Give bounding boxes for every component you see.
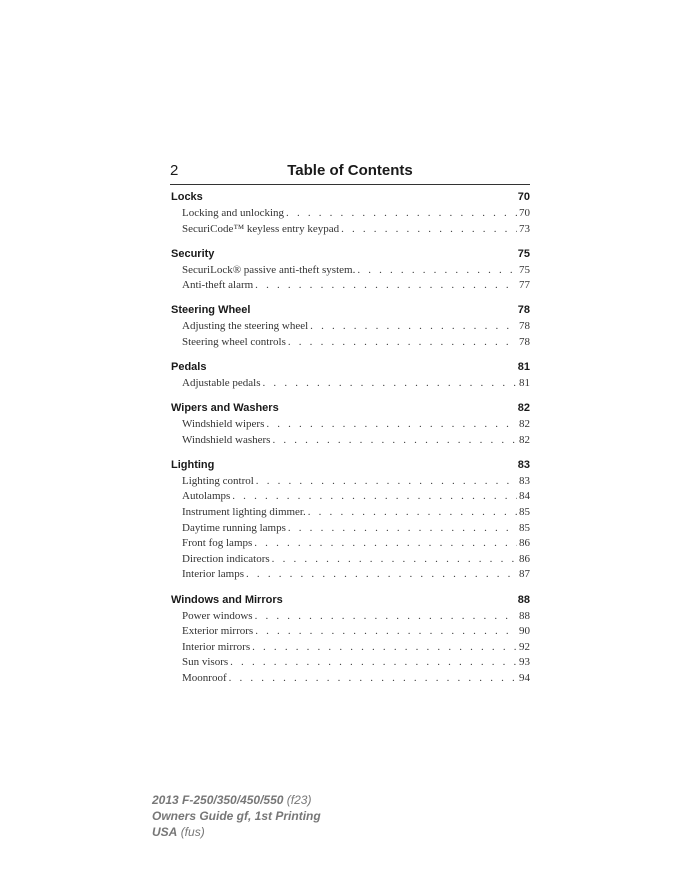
toc-entry[interactable] (171, 567, 530, 583)
dot-leader (252, 640, 517, 656)
toc-entry[interactable] (171, 521, 530, 537)
entry-label: Power windows (182, 609, 253, 622)
toc-section (171, 593, 530, 687)
toc-entry[interactable] (171, 474, 530, 490)
dot-leader (341, 222, 517, 238)
section-page-number: 82 (517, 402, 530, 415)
toc-section (171, 247, 530, 294)
entry-label: Instrument lighting dimmer. (182, 506, 306, 519)
toc-section-heading[interactable] (171, 458, 530, 472)
dot-leader (246, 567, 517, 583)
entry-label: Exterior mirrors (182, 625, 254, 638)
dot-leader (229, 671, 517, 687)
entry-page-number: 82 (519, 418, 530, 431)
toc-entry[interactable] (171, 536, 530, 552)
section-page-number: 83 (517, 458, 530, 471)
section-title: Locks (171, 191, 203, 203)
toc-entry[interactable] (171, 655, 530, 671)
dot-leader (357, 263, 517, 279)
section-title: Pedals (171, 361, 207, 374)
entry-label: Moonroof (182, 671, 227, 684)
dot-leader (255, 624, 517, 640)
entry-page-number: 75 (519, 263, 530, 276)
entry-page-number: 81 (519, 377, 530, 390)
entry-label: Daytime running lamps (182, 521, 286, 534)
dot-leader (232, 489, 517, 505)
page-number: 2 (170, 162, 179, 179)
toc-entry[interactable] (171, 263, 530, 279)
entry-label: Direction indicators (182, 552, 270, 565)
entry-label: Windshield wipers (182, 418, 265, 431)
dot-leader (288, 521, 517, 537)
entry-page-number: 85 (519, 521, 530, 534)
toc-entry[interactable] (171, 609, 530, 625)
dot-leader (308, 505, 517, 521)
toc-entry[interactable] (171, 206, 530, 222)
entry-label: Autolamps (182, 490, 231, 503)
document-footer (152, 792, 321, 840)
entry-page-number: 88 (519, 609, 530, 622)
section-title: Steering Wheel (171, 304, 251, 317)
footer-model: 2013 F-250/350/450/550 (152, 793, 284, 807)
page-header (170, 162, 530, 185)
section-title: Wipers and Washers (171, 402, 279, 415)
entry-page-number: 78 (519, 335, 530, 348)
toc-entry[interactable] (171, 433, 530, 449)
entry-label: Adjustable pedals (182, 377, 261, 390)
toc-entry[interactable] (171, 417, 530, 433)
section-title: Windows and Mirrors (171, 593, 283, 606)
entry-label: Windshield washers (182, 433, 271, 446)
entry-label: Front fog lamps (182, 537, 253, 550)
dot-leader (288, 335, 517, 351)
toc-section-heading[interactable] (171, 190, 530, 204)
section-page-number: 70 (517, 191, 530, 203)
entry-label: Adjusting the steering wheel (182, 320, 309, 333)
dot-leader (266, 417, 517, 433)
toc-section-heading[interactable] (171, 360, 530, 374)
section-page-number: 78 (517, 304, 530, 317)
dot-leader (263, 376, 517, 392)
entry-label: Locking and unlocking (182, 207, 285, 219)
section-title: Lighting (171, 458, 215, 471)
page-title: Table of Contents (287, 162, 413, 179)
toc-entry[interactable] (171, 552, 530, 568)
footer-market: USA (152, 825, 178, 839)
entry-page-number: 78 (519, 320, 530, 333)
toc-section (171, 190, 530, 237)
entry-label: Interior lamps (182, 568, 245, 581)
toc-entry[interactable] (171, 278, 530, 294)
footer-model-code: (f23) (286, 793, 312, 807)
section-page-number: 81 (517, 361, 530, 374)
entry-page-number: 86 (519, 552, 530, 565)
entry-page-number: 77 (519, 279, 530, 292)
entry-label: Sun visors (182, 656, 229, 669)
dot-leader (255, 278, 517, 294)
toc-section-heading[interactable] (171, 303, 530, 317)
toc-section-heading[interactable] (171, 401, 530, 415)
dot-leader (272, 552, 517, 568)
entry-page-number: 92 (519, 640, 530, 653)
toc-entry[interactable] (171, 671, 530, 687)
dot-leader (230, 655, 517, 671)
entry-page-number: 83 (519, 474, 530, 487)
entry-page-number: 94 (519, 671, 530, 684)
toc-entry[interactable] (171, 319, 530, 335)
entry-page-number: 93 (519, 656, 530, 669)
entry-page-number: 82 (519, 433, 530, 446)
dot-leader (286, 206, 517, 222)
entry-label: Lighting control (182, 474, 254, 487)
toc-section (171, 303, 530, 350)
entry-label: SecuriCode™ keyless entry keypad (182, 222, 340, 235)
section-page-number: 88 (517, 593, 530, 606)
toc-entry[interactable] (171, 335, 530, 351)
entry-label: Anti-theft alarm (182, 279, 254, 292)
toc-section (171, 360, 530, 392)
section-title: Security (171, 247, 215, 260)
toc-entry[interactable] (171, 640, 530, 656)
entry-label: SecuriLock® passive anti-theft system. (182, 263, 356, 276)
entry-page-number: 87 (519, 568, 530, 581)
toc-section (171, 401, 530, 448)
footer-edition: Owners Guide gf, 1st Printing (152, 809, 321, 823)
dot-leader (255, 609, 517, 625)
toc-entry[interactable] (171, 376, 530, 392)
toc-entry[interactable] (171, 505, 530, 521)
entry-page-number: 70 (519, 207, 530, 219)
toc-entry[interactable] (171, 624, 530, 640)
toc-section-heading[interactable] (171, 593, 530, 607)
entry-label: Steering wheel controls (182, 335, 286, 348)
dot-leader (272, 433, 517, 449)
entry-page-number: 86 (519, 537, 530, 550)
dot-leader (310, 319, 517, 335)
dot-leader (256, 474, 517, 490)
entry-page-number: 85 (519, 506, 530, 519)
entry-page-number: 84 (519, 490, 530, 503)
toc-entry[interactable] (171, 222, 530, 238)
entry-label: Interior mirrors (182, 640, 251, 653)
toc-section (171, 458, 530, 583)
entry-page-number: 90 (519, 625, 530, 638)
toc-section-heading[interactable] (171, 247, 530, 261)
section-page-number: 75 (517, 247, 530, 260)
entry-page-number: 73 (519, 222, 530, 235)
toc-entry[interactable] (171, 489, 530, 505)
dot-leader (254, 536, 517, 552)
footer-market-code: (fus) (180, 825, 205, 839)
table-of-contents (171, 190, 530, 696)
